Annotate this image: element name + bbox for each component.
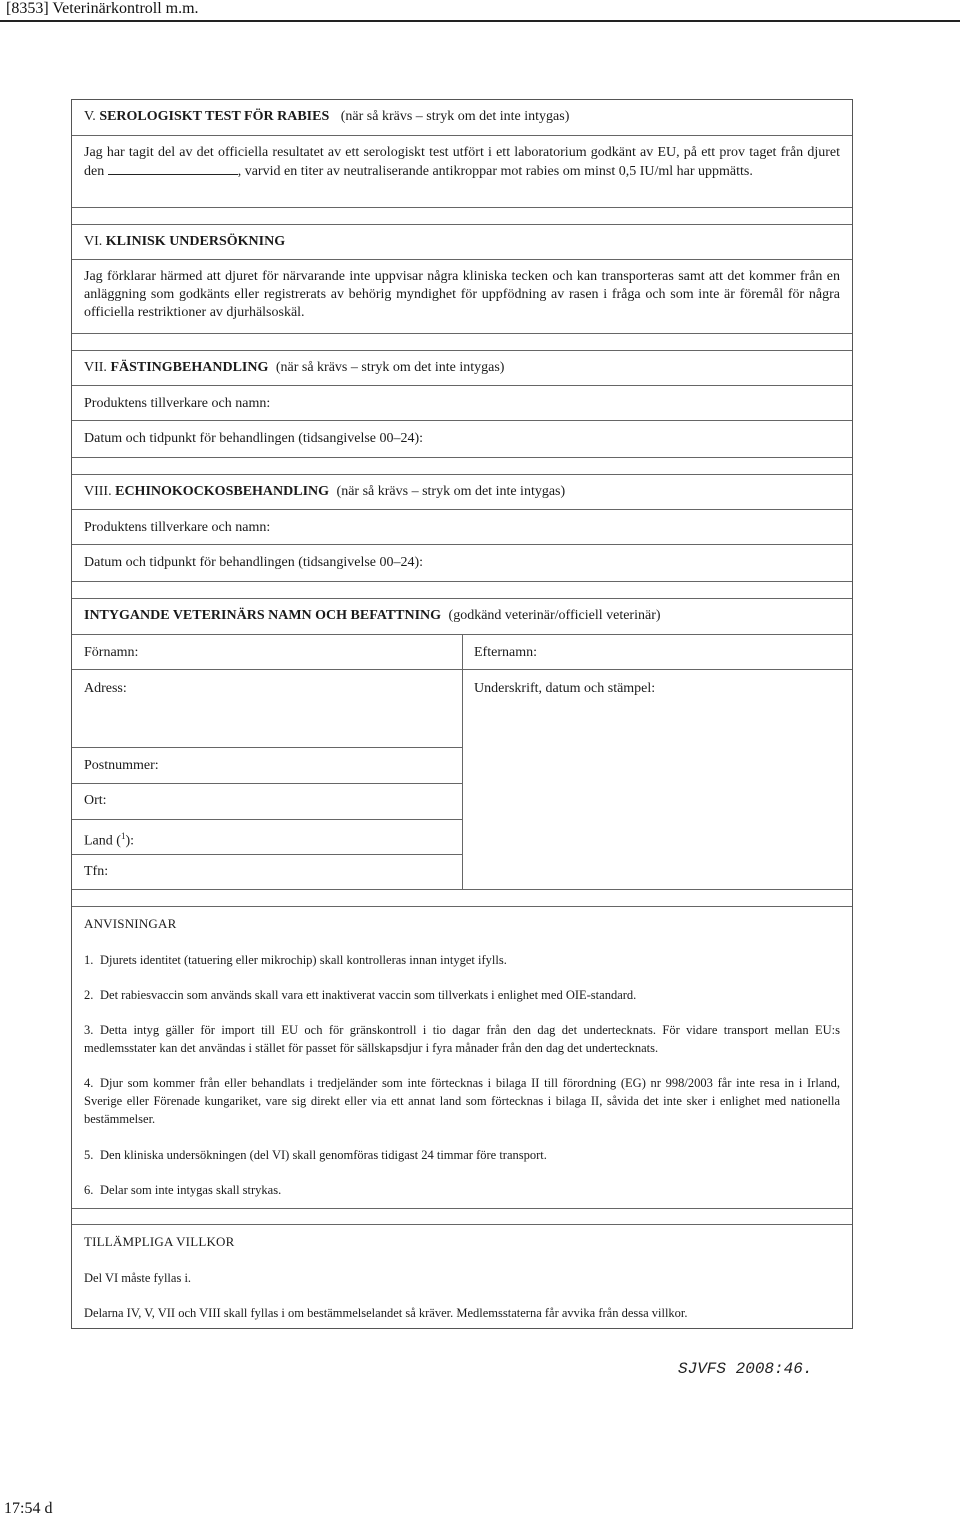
- instruction-item: 2. Det rabiesvaccin som används skall vara ett inaktiverat vaccin som tillverkats i enlighet med OIE-standard.: [84, 988, 637, 1002]
- divider: [72, 889, 852, 890]
- land-field[interactable]: Land ($^1$):: [84, 831, 134, 849]
- section-v-title: V. SEROLOGISKT TEST FÖR RABIES (när så krävs – stryk om det inte intygas): [84, 109, 570, 124]
- sjvfs-reference: SJVFS 2008:46.: [678, 1360, 813, 1378]
- ort-field[interactable]: Ort:: [84, 793, 107, 808]
- spacer-row: [72, 208, 852, 225]
- conditions-heading: TILLÄMPLIGA VILLKOR: [84, 1234, 235, 1249]
- page-footer: 17:54 d: [4, 1500, 53, 1517]
- date-blank-line[interactable]: [108, 162, 238, 175]
- certificate-form: [71, 99, 853, 1329]
- section-viii-title-row: [72, 475, 852, 510]
- section-vi-text: Jag förklarar härmed att djuret för närvarande inte uppvisar några kliniska tecken och kan transporteras samt att det kommer från en anläggning som godkänts eller registrerats av behörig myndighet för uppfödning av rasen i fråga och som inte är föremål för några officiella restriktioner av djurhälsoskäl.: [84, 269, 840, 320]
- divider: [72, 1208, 852, 1209]
- divider: [72, 1224, 852, 1225]
- section-v-text: Jag har tagit del av det officiella resultatet av ett serologiskt test utfört i ett laboratorium godkänt av EU, på ett prov taget från djuret den , varvid en titer av neutraliserande antikroppar mot rabies om minst 0,5 IU/ml har uppmätts.: [84, 145, 840, 179]
- section-vii-field-datetime[interactable]: Datum och tidpunkt för behandlingen (tidsangivelse 00–24):: [72, 421, 852, 458]
- instruction-item: 5. Den kliniska undersökningen (del VI) skall genomföras tidigast 24 timmar före transport.: [84, 1148, 547, 1162]
- spacer-row: [72, 582, 852, 599]
- divider: [72, 783, 462, 784]
- section-vi-body-row: [72, 260, 852, 334]
- section-vii-title: VII. FÄSTINGBEHANDLING (när så krävs – stryk om det inte intygas): [84, 360, 505, 375]
- divider: [72, 747, 462, 748]
- section-viii-title: VIII. ECHINOKOCKOSBEHANDLING (när så krävs – stryk om det inte intygas): [84, 484, 566, 499]
- section-vi-title: VI. KLINISK UNDERSÖKNING: [84, 234, 286, 249]
- instructions-heading: ANVISNINGAR: [84, 916, 177, 931]
- fornamn-field[interactable]: Förnamn:: [84, 645, 139, 660]
- tfn-field[interactable]: Tfn:: [84, 864, 109, 879]
- header-divider: [0, 20, 960, 22]
- spacer-row: [72, 458, 852, 475]
- section-vii-title-row: [72, 351, 852, 386]
- section-viii-field-datetime[interactable]: Datum och tidpunkt för behandlingen (tidsangivelse 00–24):: [72, 545, 852, 582]
- instruction-item: 1. Djurets identitet (tatuering eller mikrochip) skall kontrolleras innan intyget ifylls.: [84, 953, 507, 967]
- postnummer-field[interactable]: Postnummer:: [84, 758, 159, 773]
- section-v-title-row: [72, 100, 852, 136]
- divider: [72, 906, 852, 907]
- vet-title-row: [72, 599, 852, 635]
- section-v-body-row: [72, 136, 852, 208]
- divider: [72, 854, 462, 855]
- page-header: [8353] Veterinärkontroll m.m.: [6, 0, 199, 17]
- section-viii-field-product[interactable]: Produktens tillverkare och namn:: [72, 510, 852, 545]
- instruction-item: 4. Djur som kommer från eller behandlats i tredjeländer som inte förtecknas i bilaga II till förordning (EG) nr 998/2003 får inte resa in i Irland, Sverige eller Förenade kungariket, vare sig direkt eller via ett annat land som förtecknas i bilaga II, såvida det inte sker i enlighet med nationella bestämmelser.: [84, 1076, 840, 1126]
- section-vii-field-product[interactable]: Produktens tillverkare och namn:: [72, 386, 852, 421]
- condition-line: Delarna IV, V, VII och VIII skall fyllas i om bestämmelselandet så kräver. Medlemsstaterna får avvika från dessa villkor.: [84, 1306, 688, 1320]
- adress-field[interactable]: Adress:: [84, 681, 127, 696]
- efternamn-field[interactable]: Efternamn:: [474, 645, 537, 660]
- signature-field[interactable]: Underskrift, datum och stämpel:: [474, 681, 656, 696]
- spacer-row: [72, 334, 852, 351]
- section-vi-title-row: [72, 225, 852, 260]
- vet-title: INTYGANDE VETERINÄRS NAMN OCH BEFATTNING (godkänd veterinär/officiell veterinär): [84, 608, 661, 623]
- condition-line: Del VI måste fyllas i.: [84, 1271, 192, 1285]
- instruction-item: 3. Detta intyg gäller för import till EU och för gränskontroll i tio dagar från den dag det undertecknats. För vidare transport mellan EU:s medlemsstater kan det användas i stället för passet för sällskapsdjur i fyra månader från den dag det undertecknats.: [84, 1023, 840, 1055]
- instruction-item: 6. Delar som inte intygas skall strykas.: [84, 1183, 282, 1197]
- column-divider: [462, 635, 463, 890]
- divider: [72, 819, 462, 820]
